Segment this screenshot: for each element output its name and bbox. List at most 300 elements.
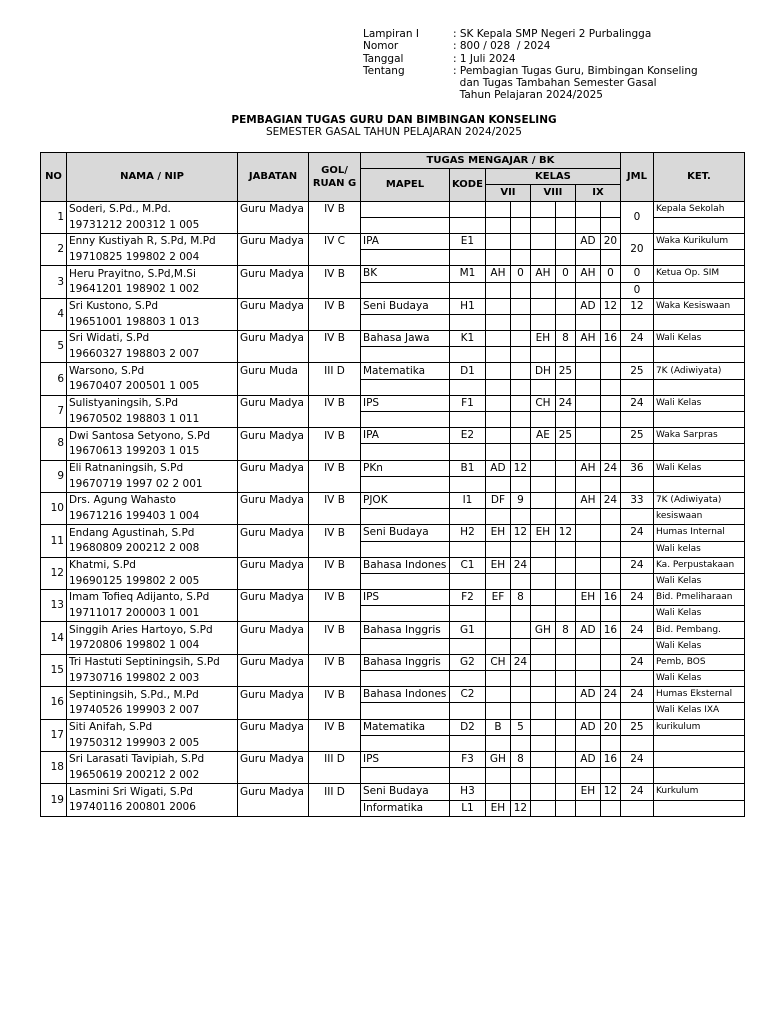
class-ix-code <box>575 250 600 266</box>
class-vii-hours <box>510 363 530 379</box>
class-viii-hours <box>555 492 575 508</box>
subject-code: H3 <box>450 784 486 800</box>
row-number: 19 <box>41 784 67 816</box>
additional-task: Waka Sarpras <box>653 428 744 444</box>
class-vii-hours <box>510 509 530 525</box>
total-hours: 24 <box>620 395 653 411</box>
subject-code <box>450 282 486 298</box>
teacher-golongan: IV B <box>309 687 361 703</box>
teacher-jabatan: Guru Muda <box>238 363 309 379</box>
class-ix-hours: 16 <box>600 751 620 767</box>
subject-code <box>450 768 486 784</box>
teacher-nip: 19670502 198803 1 011 <box>67 412 238 428</box>
class-vii-code <box>485 573 510 589</box>
golongan-empty <box>309 671 361 687</box>
subject-code <box>450 509 486 525</box>
golongan-empty <box>309 638 361 654</box>
teacher-name: Enny Kustiyah R, S.Pd, M.Pd <box>67 233 238 249</box>
class-vii-code <box>485 687 510 703</box>
golongan-empty <box>309 541 361 557</box>
row-number: 16 <box>41 687 67 719</box>
total-hours: 12 <box>620 298 653 314</box>
class-ix-code <box>575 412 600 428</box>
teacher-nip: 19730716 199802 2 003 <box>67 671 238 687</box>
class-viii-code <box>530 703 555 719</box>
class-viii-hours <box>555 314 575 330</box>
class-ix-hours <box>600 654 620 670</box>
total-hours: 20 <box>620 233 653 265</box>
table-row <box>41 671 745 687</box>
golongan-empty <box>309 768 361 784</box>
class-vii-hours: 12 <box>510 460 530 476</box>
total-hours: 24 <box>620 784 653 800</box>
teacher-name: Dwi Santosa Setyono, S.Pd <box>67 428 238 444</box>
class-ix-code: AH <box>575 331 600 347</box>
row-number: 15 <box>41 654 67 686</box>
class-ix-code: AH <box>575 460 600 476</box>
subject-code <box>450 606 486 622</box>
table-row <box>41 590 745 606</box>
class-ix-hours <box>600 541 620 557</box>
class-viii-code <box>530 638 555 654</box>
class-ix-code <box>575 703 600 719</box>
subject-code <box>450 573 486 589</box>
additional-task: Wali Kelas <box>653 395 744 411</box>
class-viii-hours <box>555 687 575 703</box>
teacher-nip: 19670719 1997 02 2 001 <box>67 476 238 492</box>
subject-code: D2 <box>450 719 486 735</box>
teacher-jabatan: Guru Madya <box>238 590 309 606</box>
class-viii-hours <box>555 541 575 557</box>
total-hours <box>620 735 653 751</box>
class-viii-code <box>530 347 555 363</box>
subject-mapel <box>361 735 450 751</box>
golongan-empty <box>309 735 361 751</box>
class-ix-hours: 12 <box>600 784 620 800</box>
table-row <box>41 638 745 654</box>
class-vii-hours <box>510 428 530 444</box>
class-viii-hours <box>555 557 575 573</box>
class-vii-hours <box>510 412 530 428</box>
subject-mapel <box>361 217 450 233</box>
jabatan-empty <box>238 768 309 784</box>
table-row <box>41 622 745 638</box>
class-ix-hours: 16 <box>600 331 620 347</box>
class-viii-code <box>530 719 555 735</box>
class-vii-code: EH <box>485 525 510 541</box>
jabatan-empty <box>238 703 309 719</box>
teacher-golongan: IV B <box>309 266 361 282</box>
teacher-nip: 19731212 200312 1 005 <box>67 217 238 233</box>
header-jml: JML <box>620 153 653 202</box>
total-hours: 24 <box>620 525 653 541</box>
class-vii-code: EF <box>485 590 510 606</box>
class-vii-code <box>485 476 510 492</box>
class-vii-code: AH <box>485 266 510 282</box>
table-row <box>41 347 745 363</box>
class-viii-code <box>530 314 555 330</box>
teacher-golongan: IV B <box>309 557 361 573</box>
subject-mapel: Bahasa Jawa <box>361 331 450 347</box>
subject-mapel: Bahasa Indones <box>361 687 450 703</box>
golongan-empty <box>309 379 361 395</box>
class-ix-hours <box>600 250 620 266</box>
subject-code: G1 <box>450 622 486 638</box>
header-label: Tentang <box>363 64 405 77</box>
row-number: 2 <box>41 233 67 265</box>
total-hours <box>620 541 653 557</box>
class-viii-hours <box>555 379 575 395</box>
class-ix-hours <box>600 735 620 751</box>
class-viii-hours <box>555 476 575 492</box>
golongan-empty <box>309 217 361 233</box>
class-ix-code <box>575 379 600 395</box>
golongan-empty <box>309 282 361 298</box>
subject-mapel: IPS <box>361 590 450 606</box>
class-vii-code: B <box>485 719 510 735</box>
subject-code: E2 <box>450 428 486 444</box>
teacher-jabatan: Guru Madya <box>238 331 309 347</box>
class-ix-hours <box>600 768 620 784</box>
class-ix-hours <box>600 703 620 719</box>
table-row <box>41 460 745 476</box>
jabatan-empty <box>238 347 309 363</box>
header-mapel: MAPEL <box>361 169 450 201</box>
class-viii-code: EH <box>530 331 555 347</box>
total-hours <box>620 671 653 687</box>
additional-task: Bid. Pembang. <box>653 622 744 638</box>
class-ix-code <box>575 671 600 687</box>
subject-mapel: PJOK <box>361 492 450 508</box>
additional-task: Waka Kesiswaan <box>653 298 744 314</box>
class-viii-hours <box>555 298 575 314</box>
row-number: 1 <box>41 201 67 233</box>
class-ix-hours <box>600 509 620 525</box>
teacher-golongan: IV B <box>309 622 361 638</box>
table-row <box>41 412 745 428</box>
class-vii-hours <box>510 201 530 217</box>
class-viii-hours: 8 <box>555 622 575 638</box>
header-value: : SK Kepala SMP Negeri 2 Purbalingga <box>453 28 652 40</box>
class-ix-hours <box>600 363 620 379</box>
teacher-golongan: IV B <box>309 201 361 217</box>
subject-code: B1 <box>450 460 486 476</box>
table-row <box>41 298 745 314</box>
header-row <box>363 40 698 52</box>
class-vii-hours <box>510 395 530 411</box>
jabatan-empty <box>238 541 309 557</box>
class-vii-hours <box>510 541 530 557</box>
class-vii-hours <box>510 476 530 492</box>
class-viii-hours <box>555 800 575 816</box>
class-viii-hours <box>555 347 575 363</box>
golongan-empty <box>309 800 361 816</box>
subject-mapel <box>361 250 450 266</box>
header-label: Tanggal <box>363 52 404 65</box>
subject-mapel: Matematika <box>361 363 450 379</box>
class-ix-hours: 24 <box>600 460 620 476</box>
teacher-nip: 19710825 199802 2 004 <box>67 250 238 266</box>
class-ix-code <box>575 525 600 541</box>
class-vii-code <box>485 444 510 460</box>
class-ix-hours: 16 <box>600 590 620 606</box>
total-hours: 24 <box>620 590 653 606</box>
teacher-name: Drs. Agung Wahasto <box>67 492 238 508</box>
teacher-jabatan: Guru Madya <box>238 557 309 573</box>
jabatan-empty <box>238 671 309 687</box>
header-tugas-mengajar: TUGAS MENGAJAR / BK <box>361 153 621 169</box>
class-vii-hours <box>510 298 530 314</box>
teacher-golongan: IV B <box>309 492 361 508</box>
class-viii-code <box>530 768 555 784</box>
class-viii-code <box>530 233 555 249</box>
class-ix-hours <box>600 282 620 298</box>
class-viii-code <box>530 671 555 687</box>
row-number: 5 <box>41 331 67 363</box>
class-viii-hours <box>555 282 575 298</box>
class-ix-code <box>575 347 600 363</box>
total-hours: 25 <box>620 719 653 735</box>
teacher-jabatan: Guru Madya <box>238 751 309 767</box>
subject-code: I1 <box>450 492 486 508</box>
row-number: 18 <box>41 751 67 783</box>
class-viii-code <box>530 217 555 233</box>
golongan-empty <box>309 606 361 622</box>
subject-mapel <box>361 201 450 217</box>
row-number: 9 <box>41 460 67 492</box>
subject-mapel <box>361 379 450 395</box>
teacher-jabatan: Guru Madya <box>238 233 309 249</box>
total-hours: 24 <box>620 622 653 638</box>
class-vii-hours: 24 <box>510 654 530 670</box>
teacher-jabatan: Guru Madya <box>238 395 309 411</box>
table-row <box>41 557 745 573</box>
teacher-nip: 19650619 200212 2 002 <box>67 768 238 784</box>
additional-task: Wali Kelas <box>653 460 744 476</box>
class-ix-code: AD <box>575 719 600 735</box>
class-vii-hours <box>510 217 530 233</box>
total-hours: 36 <box>620 460 653 476</box>
class-vii-hours <box>510 784 530 800</box>
additional-task <box>653 751 744 767</box>
total-hours: 0 <box>620 201 653 233</box>
subject-code <box>450 476 486 492</box>
class-viii-hours <box>555 217 575 233</box>
subject-code <box>450 735 486 751</box>
header-vii: VII <box>485 185 530 201</box>
teacher-jabatan: Guru Madya <box>238 492 309 508</box>
teacher-name: Singgih Aries Hartoyo, S.Pd <box>67 622 238 638</box>
subject-code: C2 <box>450 687 486 703</box>
class-vii-hours <box>510 444 530 460</box>
subject-mapel <box>361 444 450 460</box>
additional-task: Ka. Perpustakaan <box>653 557 744 573</box>
class-viii-code <box>530 379 555 395</box>
class-viii-code <box>530 751 555 767</box>
subject-mapel <box>361 768 450 784</box>
total-hours: 25 <box>620 363 653 379</box>
subject-code <box>450 444 486 460</box>
teacher-jabatan: Guru Madya <box>238 428 309 444</box>
header-value: Tahun Pelajaran 2024/2025 <box>453 89 603 102</box>
subject-code <box>450 201 486 217</box>
total-hours <box>620 476 653 492</box>
row-number: 12 <box>41 557 67 589</box>
total-hours <box>620 347 653 363</box>
class-vii-hours: 0 <box>510 266 530 282</box>
golongan-empty <box>309 250 361 266</box>
subject-code <box>450 541 486 557</box>
teacher-nip: 19711017 200003 1 001 <box>67 606 238 622</box>
row-number: 6 <box>41 363 67 395</box>
teacher-nip: 19651001 198803 1 013 <box>67 314 238 330</box>
class-ix-hours <box>600 638 620 654</box>
class-ix-code: AD <box>575 298 600 314</box>
class-ix-code <box>575 509 600 525</box>
header-label <box>363 77 453 89</box>
class-ix-hours <box>600 800 620 816</box>
class-viii-hours <box>555 671 575 687</box>
teacher-golongan: IV B <box>309 460 361 476</box>
class-vii-code <box>485 347 510 363</box>
total-hours <box>620 800 653 816</box>
jabatan-empty <box>238 379 309 395</box>
teacher-name: Soderi, S.Pd., M.Pd. <box>67 201 238 217</box>
class-ix-code <box>575 395 600 411</box>
teacher-nip: 19660327 198803 2 007 <box>67 347 238 363</box>
subject-mapel: IPS <box>361 395 450 411</box>
total-hours: 0 <box>620 282 653 298</box>
subject-mapel: Bahasa Indones <box>361 557 450 573</box>
subject-mapel: Seni Budaya <box>361 784 450 800</box>
class-viii-code <box>530 476 555 492</box>
table-row <box>41 201 745 217</box>
header-row <box>363 65 698 77</box>
teacher-jabatan: Guru Madya <box>238 622 309 638</box>
subject-code: C1 <box>450 557 486 573</box>
jabatan-empty <box>238 509 309 525</box>
class-vii-hours <box>510 347 530 363</box>
header-ket: KET. <box>653 153 744 202</box>
teacher-jabatan: Guru Madya <box>238 687 309 703</box>
teacher-golongan: IV B <box>309 590 361 606</box>
table-row <box>41 719 745 735</box>
golongan-empty <box>309 347 361 363</box>
class-viii-hours <box>555 784 575 800</box>
subject-mapel <box>361 541 450 557</box>
class-vii-code <box>485 379 510 395</box>
class-vii-code <box>485 703 510 719</box>
total-hours: 24 <box>620 331 653 347</box>
class-viii-hours <box>555 768 575 784</box>
teacher-nip: 19670407 200501 1 005 <box>67 379 238 395</box>
additional-task: Kurkulum <box>653 784 744 800</box>
table-row <box>41 233 745 249</box>
class-vii-code <box>485 201 510 217</box>
subject-mapel <box>361 671 450 687</box>
class-vii-code <box>485 250 510 266</box>
additional-task: Wali Kelas <box>653 638 744 654</box>
class-viii-hours <box>555 719 575 735</box>
class-viii-hours <box>555 233 575 249</box>
class-viii-code: AE <box>530 428 555 444</box>
row-number: 11 <box>41 525 67 557</box>
teacher-name: Sulistyaningsih, S.Pd <box>67 395 238 411</box>
class-viii-code <box>530 412 555 428</box>
total-hours: 0 <box>620 266 653 282</box>
class-vii-hours <box>510 638 530 654</box>
table-row <box>41 428 745 444</box>
jabatan-empty <box>238 412 309 428</box>
table-row <box>41 314 745 330</box>
class-viii-code <box>530 250 555 266</box>
class-ix-code <box>575 800 600 816</box>
additional-task: Pemb, BOS <box>653 654 744 670</box>
class-ix-code <box>575 201 600 217</box>
class-viii-code: EH <box>530 525 555 541</box>
class-ix-hours <box>600 573 620 589</box>
class-viii-hours: 25 <box>555 428 575 444</box>
class-viii-hours <box>555 654 575 670</box>
subject-mapel <box>361 606 450 622</box>
class-ix-code: AD <box>575 233 600 249</box>
class-vii-code <box>485 282 510 298</box>
subject-code: F3 <box>450 751 486 767</box>
class-vii-code <box>485 314 510 330</box>
class-vii-hours: 12 <box>510 800 530 816</box>
header-row <box>363 89 698 101</box>
additional-task <box>653 347 744 363</box>
teacher-nip: 19720806 199802 1 004 <box>67 638 238 654</box>
class-viii-hours <box>555 703 575 719</box>
class-viii-hours <box>555 751 575 767</box>
class-ix-hours: 24 <box>600 492 620 508</box>
subject-code: H2 <box>450 525 486 541</box>
header-viii: VIII <box>530 185 575 201</box>
class-ix-hours <box>600 557 620 573</box>
header-value: : Pembagian Tugas Guru, Bimbingan Konseling <box>453 64 698 77</box>
header-nama-nip: NAMA / NIP <box>67 153 238 202</box>
jabatan-empty <box>238 444 309 460</box>
teacher-golongan: III D <box>309 363 361 379</box>
class-vii-code <box>485 509 510 525</box>
additional-task <box>653 379 744 395</box>
teacher-jabatan: Guru Madya <box>238 298 309 314</box>
class-vii-code <box>485 217 510 233</box>
teacher-name: Sri Kustono, S.Pd <box>67 298 238 314</box>
teacher-golongan: IV C <box>309 233 361 249</box>
class-viii-code: AH <box>530 266 555 282</box>
golongan-empty <box>309 703 361 719</box>
subject-code: M1 <box>450 266 486 282</box>
class-ix-code <box>575 638 600 654</box>
additional-task: Humas Internal <box>653 525 744 541</box>
teacher-nip: 19670613 199203 1 015 <box>67 444 238 460</box>
class-ix-code <box>575 654 600 670</box>
class-viii-code <box>530 800 555 816</box>
subject-mapel: Matematika <box>361 719 450 735</box>
teacher-golongan: IV B <box>309 525 361 541</box>
header-row <box>363 28 698 40</box>
subject-mapel: Seni Budaya <box>361 298 450 314</box>
subject-code <box>450 703 486 719</box>
header-row <box>363 53 698 65</box>
subject-mapel: Bahasa Inggris <box>361 654 450 670</box>
class-viii-code: GH <box>530 622 555 638</box>
subject-code <box>450 671 486 687</box>
class-vii-code: EH <box>485 557 510 573</box>
class-ix-code: AH <box>575 266 600 282</box>
